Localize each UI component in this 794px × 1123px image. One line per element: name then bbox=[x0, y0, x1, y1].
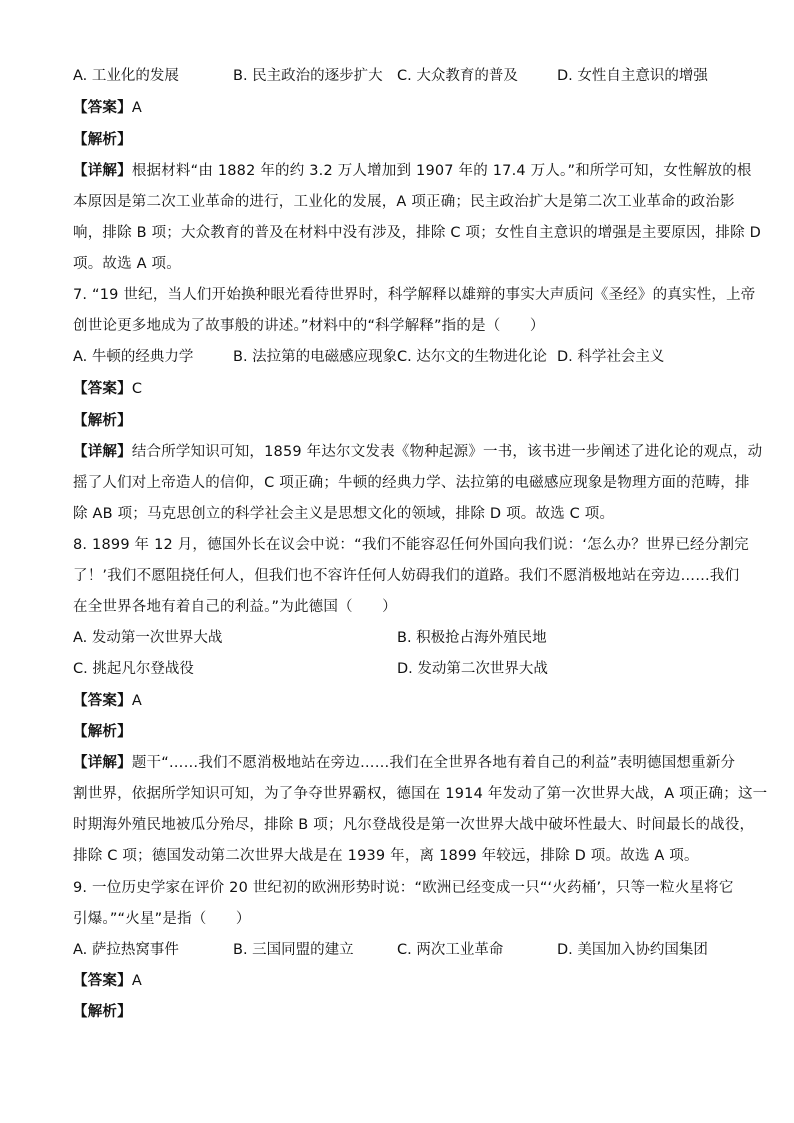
detail-label: 【详解】 bbox=[73, 163, 132, 179]
answer-label: 【答案】 bbox=[73, 100, 132, 116]
q9-option-b: B. 三国同盟的建立 bbox=[233, 942, 354, 958]
q9-option-d: D. 美国加入协约国集团 bbox=[557, 942, 708, 958]
detail-text: 题干“……我们不愿消极地站在旁边……我们在全世界各地有着自己的利益”表明德国想重新分 bbox=[131, 755, 736, 771]
q6-option-a: A. 工业化的发展 bbox=[73, 68, 179, 84]
q8-option-a: A. 发动第一次世界大战 bbox=[73, 630, 223, 646]
answer-value: A bbox=[131, 693, 142, 709]
q7-detail-line-2: 摇了人们对上帝造人的信仰，C 项正确；牛顿的经典力学、法拉第的电磁感应现象是物理方面的范畴，排 bbox=[73, 475, 750, 491]
q6-detail-line-1 bbox=[73, 161, 752, 181]
q7-option-b: B. 法拉第的电磁感应现象 bbox=[233, 349, 398, 365]
q8-stem-line-2: 了！’我们不愿阻挠任何人，但我们也不容许任何人妨碍我们的道路。我们不愿消极地站在旁边……我们 bbox=[73, 568, 740, 584]
q7-answer bbox=[73, 379, 725, 399]
q7-stem-line-1: 7. “19 世纪，当人们开始换种眼光看待世界时，科学解释以雄辩的事实大声质问《圣经》的真实性，上帝 bbox=[73, 287, 756, 303]
answer-label: 【答案】 bbox=[73, 693, 132, 709]
q6-option-d: D. 女性自主意识的增强 bbox=[557, 68, 708, 84]
q9-answer bbox=[73, 971, 725, 991]
q6-detail-line-4: 项。故选 A 项。 bbox=[73, 256, 181, 272]
q8-detail-line-2: 割世界，依据所学知识可知，为了争夺世界霸权，德国在 1914 年发动了第一次世界大战，A 项正确；这一 bbox=[73, 786, 768, 802]
q6-option-b: B. 民主政治的逐步扩大 bbox=[233, 68, 383, 84]
answer-value: C bbox=[131, 381, 143, 397]
q8-detail-line-4: 排除 C 项；德国发动第二次世界大战是在 1939 年，离 1899 年较远，排除 D 项。故选 A 项。 bbox=[73, 848, 699, 864]
q9-stem-line-2: 引爆。”“火星”是指（ ） bbox=[73, 911, 251, 927]
q7-stem-line-2: 创世论更多地成为了故事般的讲述。”材料中的“科学解释”指的是（ ） bbox=[73, 318, 545, 334]
answer-value: A bbox=[131, 100, 142, 116]
q7-detail-line-3: 除 AB 项；马克思创立的科学社会主义是思想文化的领域，排除 D 项。故选 C 项。 bbox=[73, 506, 615, 522]
q8-detail-line-1 bbox=[73, 753, 736, 773]
q6-option-c: C. 大众教育的普及 bbox=[397, 68, 518, 84]
detail-label: 【详解】 bbox=[73, 444, 132, 460]
q9-option-a: A. 萨拉热窝事件 bbox=[73, 942, 179, 958]
detail-text: 结合所学知识可知，1859 年达尔文发表《物种起源》一书，该书进一步阐述了进化论的观点，动 bbox=[131, 444, 763, 460]
q7-option-c: C. 达尔文的生物进化论 bbox=[397, 349, 547, 365]
q9-option-c: C. 两次工业革命 bbox=[397, 942, 504, 958]
q9-stem-line-1: 9. 一位历史学家在评价 20 世纪初的欧洲形势时说：“欧洲已经变成一只“‘火药桶’，只等一粒火星将它 bbox=[73, 880, 734, 896]
q6-detail-line-2: 本原因是第二次工业革命的进行，工业化的发展，A 项正确；民主政治扩大是第二次工业革命的政治影 bbox=[73, 194, 735, 210]
q6-analysis-label: 【解析】 bbox=[73, 132, 132, 148]
q6-detail-line-3: 响，排除 B 项；大众教育的普及在材料中没有涉及，排除 C 项；女性自主意识的增强是主要原因，排除 D bbox=[73, 225, 761, 241]
q7-option-d: D. 科学社会主义 bbox=[557, 349, 665, 365]
q8-analysis-label: 【解析】 bbox=[73, 724, 132, 740]
q7-analysis-label: 【解析】 bbox=[73, 413, 132, 429]
q8-option-c: C. 挑起凡尔登战役 bbox=[73, 661, 194, 677]
q8-answer bbox=[73, 691, 725, 711]
detail-label: 【详解】 bbox=[73, 755, 132, 771]
answer-label: 【答案】 bbox=[73, 973, 132, 989]
q7-detail-line-1 bbox=[73, 442, 763, 462]
q8-detail-line-3: 时期海外殖民地被瓜分殆尽，排除 B 项；凡尔登战役是第一次世界大战中破坏性最大、时间最长的战役， bbox=[73, 817, 755, 833]
q9-analysis-label: 【解析】 bbox=[73, 1004, 132, 1020]
detail-text: 根据材料“由 1882 年的约 3.2 万人增加到 1907 年的 17.4 万人。”和所学可知，女性解放的根 bbox=[131, 163, 752, 179]
q8-stem-line-3: 在全世界各地有着自己的利益。”为此德国（ ） bbox=[73, 599, 397, 615]
q8-stem-line-1: 8. 1899 年 12 月，德国外长在议会中说：“我们不能容忍任何外国向我们说：‘怎么办？世界已经分割完 bbox=[73, 537, 749, 553]
answer-label: 【答案】 bbox=[73, 381, 132, 397]
q7-option-a: A. 牛顿的经典力学 bbox=[73, 349, 194, 365]
q8-option-d: D. 发动第二次世界大战 bbox=[397, 661, 548, 677]
q8-option-b: B. 积极抢占海外殖民地 bbox=[397, 630, 547, 646]
answer-value: A bbox=[131, 973, 142, 989]
q6-answer bbox=[73, 98, 725, 118]
